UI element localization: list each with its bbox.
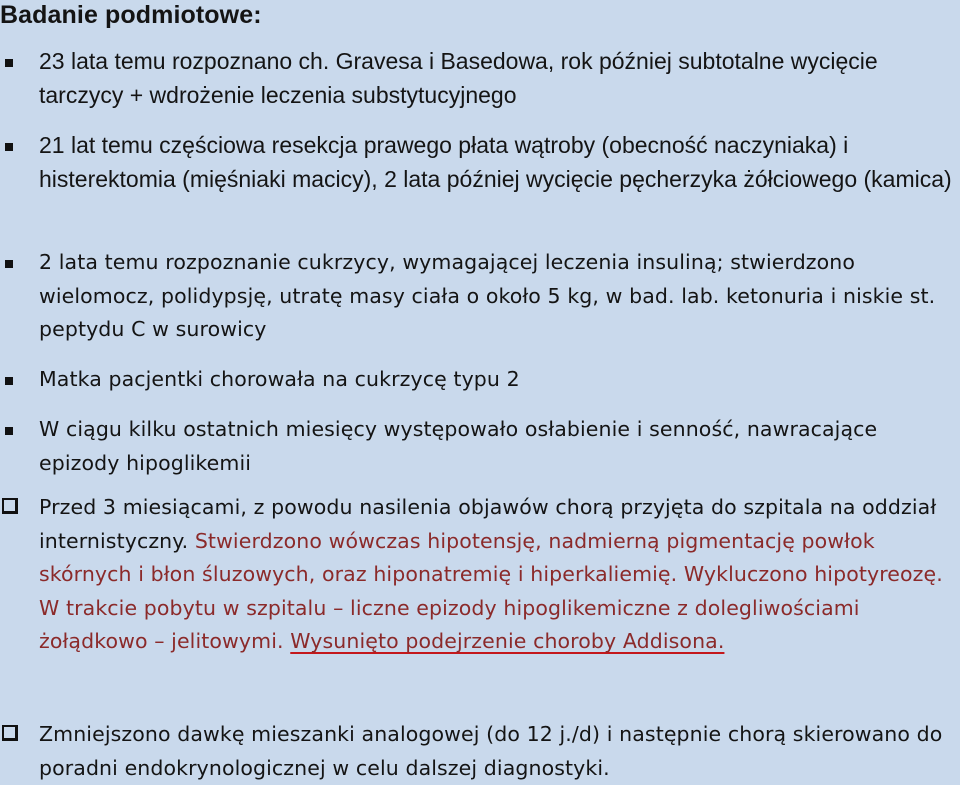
checkbox-bullet-icon — [2, 498, 18, 514]
item-text: 21 lat temu częściowa resekcja prawego płata wątroby (obecność naczyniaka) i histerektomia (mięśniaki macicy), 2 lata później wycięcie pęcherzyka żółciowego (kamica) — [39, 132, 952, 192]
square-bullet-icon — [5, 143, 13, 151]
item-text: W ciągu kilku ostatnich miesięcy występowało osłabienie i senność, nawracające epizody hipoglikemii — [39, 417, 878, 475]
square-bullet-icon — [5, 260, 13, 268]
item-text: 2 lata temu rozpoznanie cukrzycy, wymagającej leczenia insuliną; stwierdzono wielomocz, polidypsję, utratę masy ciała o około 5 kg, w bad. lab. ketonuria i niskie st. peptydu C w surowicy — [39, 250, 936, 341]
item-text: 23 lata temu rozpoznano ch. Gravesa i Basedowa, rok później subtotalne wycięcie tarczycy + wdrożenie leczenia substytucyjnego — [39, 48, 878, 108]
item-text: Zmniejszono dawkę mieszanki analogowej (do 12 j./d) i następnie chorą skierowano do poradni endokrynologicznej w celu dalszej diagnostyki. — [39, 722, 943, 780]
hospitalization-text: Przed 3 miesiącami, z powodu nasilenia objawów chorą przyjęta do szpitala na oddział internistyczny. — [39, 495, 937, 553]
checkbox-bullet-icon — [2, 725, 18, 741]
square-bullet-icon — [5, 59, 13, 67]
item-text: Matka pacjentki chorowała na cukrzycę typu 2 — [39, 367, 520, 391]
suspicion-text: Wysunięto podejrzenie choroby Addisona. — [290, 629, 725, 653]
slide-title: Badanie podmiotowe: — [0, 1, 262, 29]
findings-text: Stwierdzono wówczas hipotensję, nadmierną pigmentację powłok skórnych i błon śluzowych, oraz hiponatremię i hiperkaliemię. Wykluczono hipotyreozę. W trakcie pobytu w szpitalu – liczne epizody hipoglikemiczne z dolegliwościami żołądkowo – jelitowymi. — [39, 528, 943, 653]
square-bullet-icon — [5, 427, 13, 435]
square-bullet-icon — [5, 377, 13, 385]
item-text — [39, 491, 960, 659]
